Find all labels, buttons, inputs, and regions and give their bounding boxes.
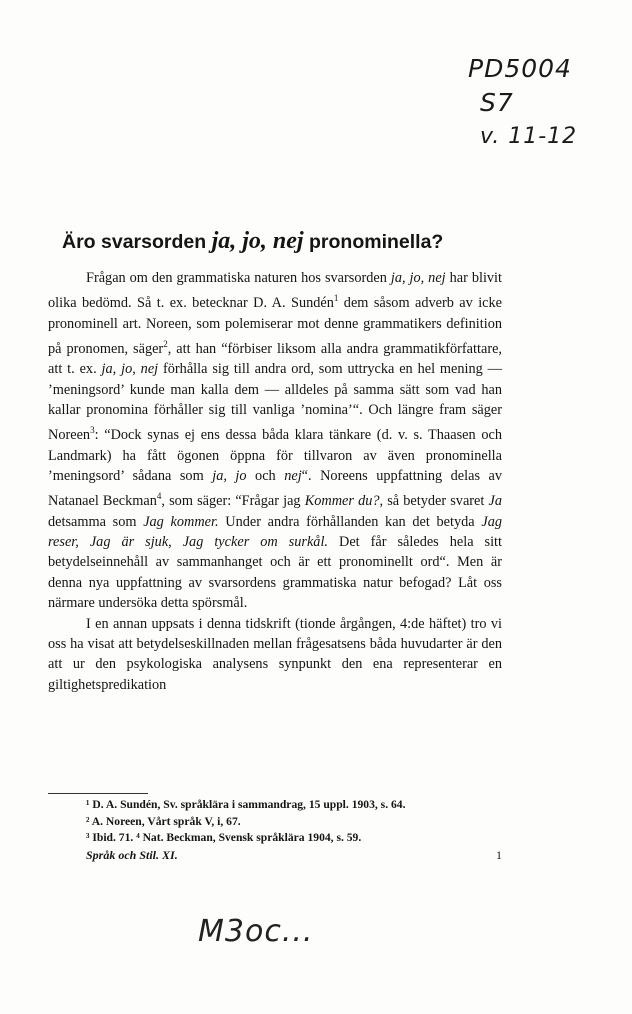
text-run: detsamma som [48, 513, 144, 530]
journal-signature: Språk och Stil. XI. [86, 848, 178, 862]
paragraph-2 [48, 614, 502, 696]
italic-phrase: ja, jo [212, 467, 247, 484]
handwritten-accession-mark: M3oc... [198, 914, 314, 949]
text-run: dem såsom adverb av icke pronominell art. Noreen, som polemiserar mot denne grammatikers definition på pronomen, säger [48, 295, 503, 357]
text-run: Frågan om den grammatiska naturen hos svarsorden [86, 270, 391, 286]
text-run: Under andra förhållanden kan det betyda [218, 513, 482, 530]
title-suffix: pronominella? [303, 231, 444, 253]
sheet-number: 1 [496, 848, 502, 862]
title-prefix: Äro svarsorden [62, 231, 212, 253]
text-run: förhålla sig till andra ord, som uttrycka en hel mening — ’meningsord’ kunde man kalla dem — alldeles på samma sätt som vad han kallar pronomina förhåller sig till vanliga ’nomina’“. Och längre fram säger Noreen [48, 361, 502, 444]
text-run: , att han “förbiser liksom alla andra grammatikförfattare, att t. ex. [48, 340, 502, 378]
italic-phrase: Ja [488, 493, 502, 510]
footnote-1: ¹ D. A. Sundén, Sv. språklära i sammandrag, 15 uppl. 1903, s. 64. [86, 798, 406, 811]
article-title [62, 228, 582, 255]
article-body [48, 268, 502, 695]
text-run: har blivit olika bedömd. Så t. ex. betecknar D. A. Sundén [48, 270, 503, 312]
footnote-ref: 4 [156, 491, 162, 502]
footnote-3-4: ³ Ibid. 71. ⁴ Nat. Beckman, Svensk språklära 1904, s. 59. [86, 831, 362, 845]
handwritten-call-number-line-2: S7 [480, 88, 514, 117]
footnote-ref: 2 [163, 338, 168, 349]
italic-phrase: Jag reser, Jag är sjuk, Jag tycker om surkål. [48, 513, 502, 550]
footnote-2: ² A. Noreen, Vårt språk V, i, 67. [86, 814, 241, 828]
italic-phrase: ja, jo, nej [101, 361, 159, 378]
text-run: , som säger: “Frågar jag [161, 493, 305, 510]
text-run: “. Noreens uppfattning delas av Natanael Beckman [48, 467, 503, 510]
italic-phrase: Jag kommer. [143, 513, 219, 530]
text-run: , så betyder svaret [379, 493, 489, 510]
text-run: Det får således hela sitt betydelseinnehåll av sammanhanget och är ett pronominellt ord“. Men är denna nya uppfattning av svarsordens grammatiska natur befogad? Låt oss närmare undersöka detta spörsmål. [48, 533, 502, 612]
handwritten-call-number-line-1: PD5004 [468, 54, 572, 83]
handwritten-volume-range: v. 11-12 [480, 124, 578, 149]
italic-phrase: nej [284, 467, 302, 484]
footnote-rule [48, 793, 148, 794]
page-folio [86, 848, 502, 863]
footnote-ref: 1 [333, 293, 339, 304]
text-run: och [246, 467, 285, 484]
italic-phrase: ja, jo, nej [390, 270, 446, 286]
text-run: : “Dock synas ej ens dessa båda klara tänkare (d. v. s. Thaasen och Landmark) ha fått ögonen öppna för tillvaron av även pronominella ’meningsord’ sådana som [48, 427, 502, 484]
footnotes [48, 797, 502, 847]
footnote-ref: 3 [90, 425, 95, 436]
text-run: I en annan uppsats i denna tidskrift (tionde årgången, 4:de häftet) tro vi oss ha visat att betydelseskillnaden mellan frågesatsens båda huvudarter är den att ur den psykologiska analysens synpunkt den ena representerar en giltighetspredikation [48, 615, 502, 693]
paragraph-1 [48, 268, 502, 614]
italic-phrase: Kommer du? [304, 493, 380, 510]
title-italic-words: ja, jo, nej [211, 228, 304, 254]
